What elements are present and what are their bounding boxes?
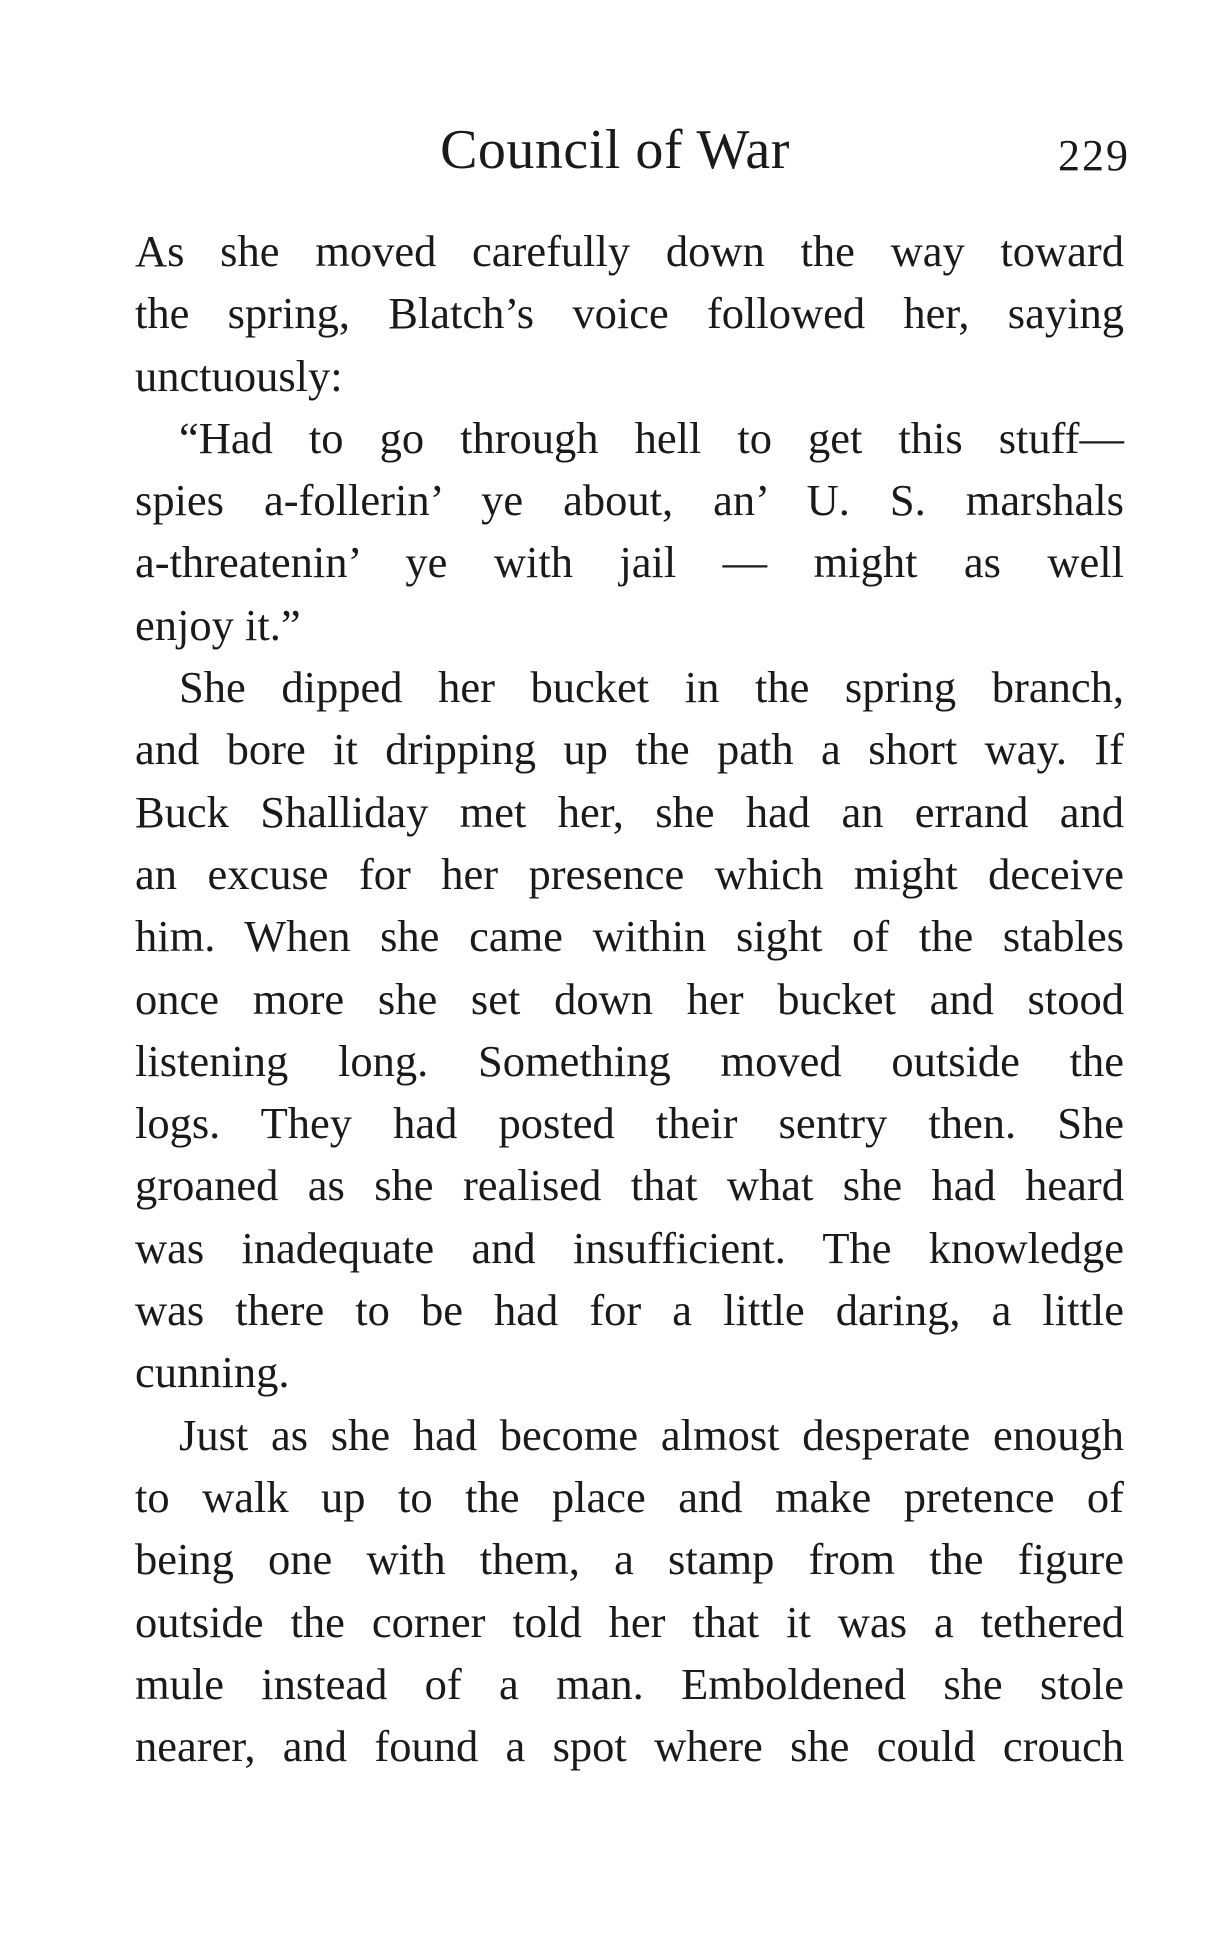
text-line: As she moved carefully down the way toward — [135, 226, 1124, 276]
text-line: logs. They had posted their sentry then. She — [135, 1098, 1124, 1149]
text-line: Just as she had become almost desperate enough — [179, 1409, 1124, 1460]
text-line: being one with them, a stamp from the figure — [135, 1534, 1124, 1585]
text-line: “Had to go through hell to get this stuff— — [179, 412, 1124, 463]
body-text — [135, 220, 1124, 1777]
text-line: was inadequate and insufficient. The knowledge — [135, 1222, 1124, 1273]
text-line: spies a-follerin’ ye about, an’ U. S. marshals — [135, 475, 1124, 526]
text-line: nearer, and found a spot where she could crouch — [135, 1721, 1124, 1772]
text-line: a-threatenin’ ye with jail — might as well — [135, 537, 1124, 588]
text-line: unctuously: — [135, 350, 343, 401]
text-line: was there to be had for a little daring, a little — [135, 1285, 1124, 1336]
text-line: him. When she came within sight of the stables — [135, 911, 1124, 962]
text-line: mule instead of a man. Emboldened she stole — [135, 1658, 1124, 1709]
page-number: 229 — [1058, 131, 1130, 180]
text-line: outside the corner told her that it was a tethered — [135, 1596, 1124, 1647]
text-line: enjoy it.” — [135, 599, 301, 650]
text-line: groaned as she realised that what she had heard — [135, 1160, 1124, 1211]
text-line: the spring, Blatch’s voice followed her, saying — [135, 288, 1124, 339]
text-line: once more she set down her bucket and stood — [135, 973, 1124, 1024]
text-line: and bore it dripping up the path a short way. If — [135, 724, 1124, 775]
text-line: an excuse for her presence which might deceive — [135, 848, 1124, 899]
text-line: listening long. Something moved outside the — [135, 1035, 1124, 1086]
text-line: to walk up to the place and make pretence of — [135, 1471, 1124, 1522]
chapter-title: Council of War — [440, 119, 790, 181]
text-line: Buck Shalliday met her, she had an errand and — [135, 786, 1124, 837]
running-head — [0, 118, 1230, 188]
text-line: cunning. — [135, 1347, 290, 1398]
text-line: She dipped her bucket in the spring branch, — [179, 662, 1124, 713]
